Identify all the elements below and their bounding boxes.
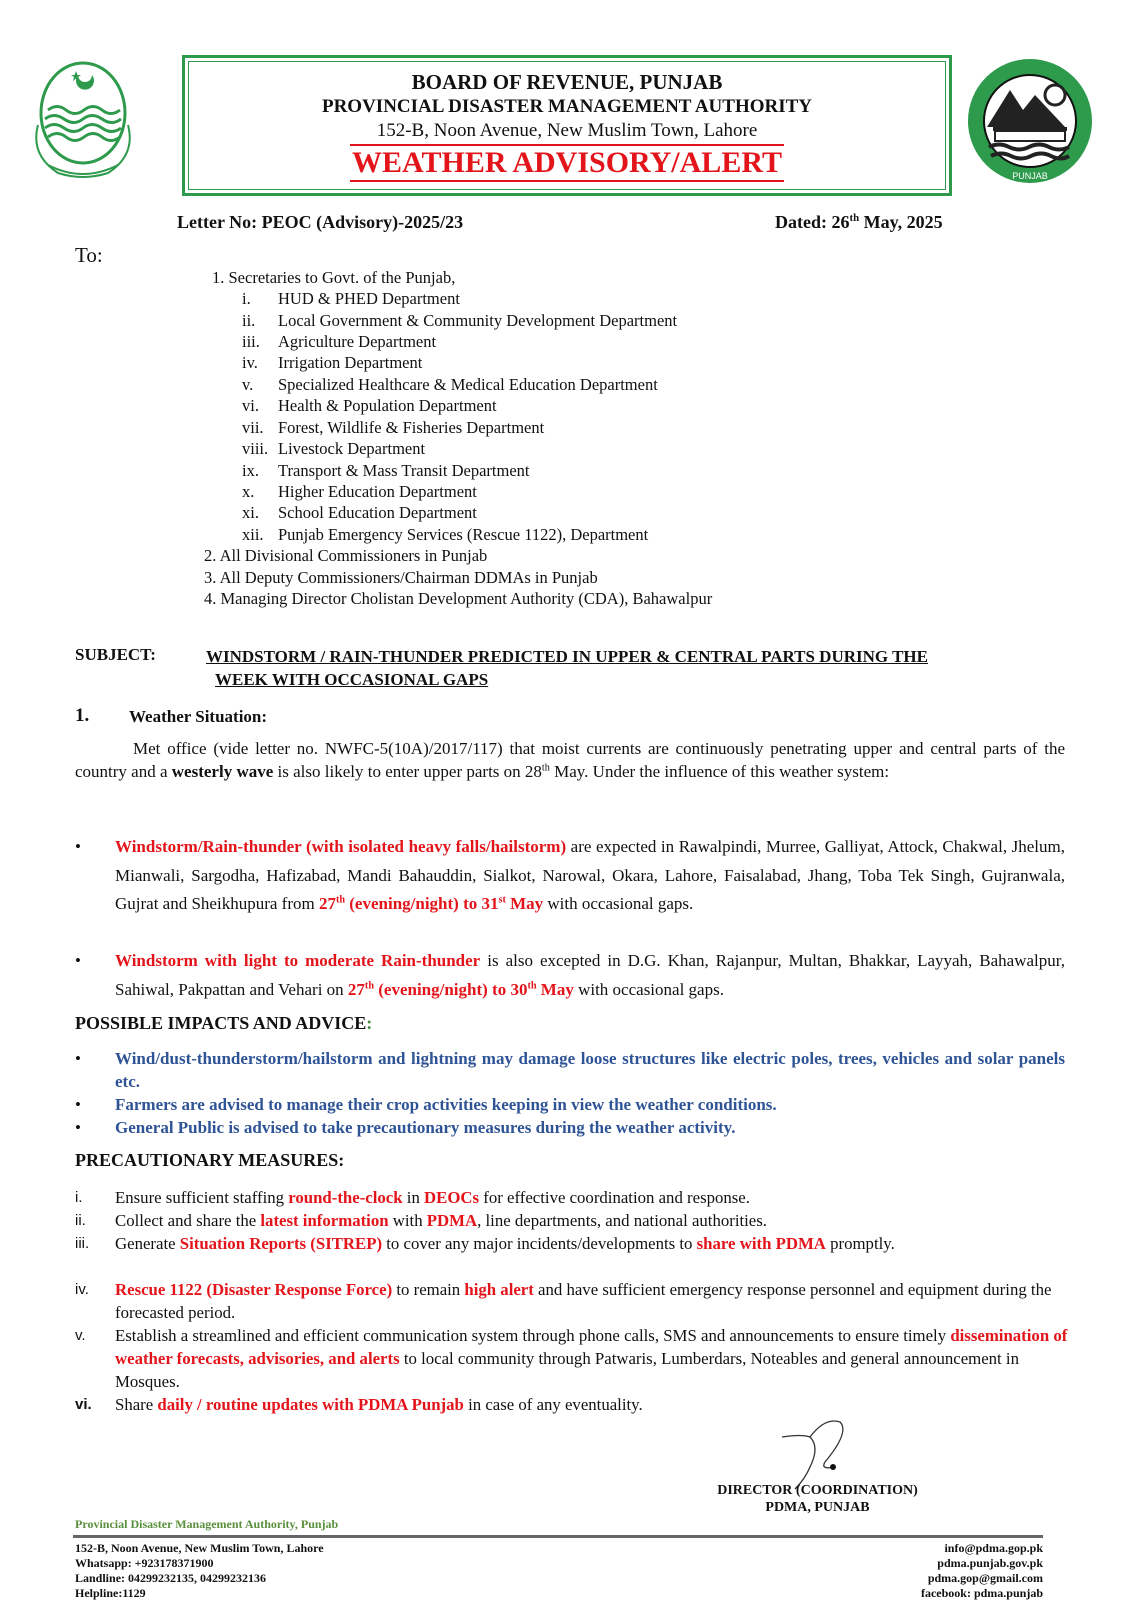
precaution-item: vi. Share daily / routine updates with PDMA Punjab in case of any eventuality. (75, 1395, 643, 1414)
org-line-2: PROVINCIAL DISASTER MANAGEMENT AUTHORITY (321, 96, 813, 117)
department-item: xi. School Education Department (242, 503, 477, 522)
footer-email-link[interactable]: info@pdma.gop.pk (944, 1541, 1043, 1555)
body-text: to local community through Patwaris, Lumberdars, Noteables and general announcement in Mosques. (115, 1349, 1019, 1391)
highlighted-text: latest information (260, 1211, 389, 1230)
department-item: vii. Forest, Wildlife & Fisheries Department (242, 418, 545, 437)
signature-icon (780, 1415, 870, 1490)
weather-situation-paragraph: Met office (vide letter no. NWFC-5(10A)/2017/117) that moist currents are continuously penetrating upper and central parts of the country and a westerly wave is also likely to enter upper parts on 28th May. Under the influence of this weather system: (75, 739, 1065, 781)
section-number: 1. (75, 705, 90, 726)
bullet-icon: • (75, 1095, 81, 1114)
impact-bullet: • General Public is advised to take precautionary measures during the weather activity. (75, 1118, 736, 1137)
body-text: to cover any major incidents/developments to (382, 1234, 697, 1253)
department-item: iv. Irrigation Department (242, 353, 423, 372)
department-item: xii. Punjab Emergency Services (Rescue 1122), Department (242, 525, 649, 544)
department-item: v. Specialized Healthcare & Medical Education Department (242, 375, 658, 394)
letter-date: Dated: 26th May, 2025 (775, 212, 943, 232)
section-title: Weather Situation: (129, 707, 268, 726)
footer-contact-left (75, 1541, 324, 1601)
department-item: ix. Transport & Mass Transit Department (242, 461, 530, 480)
letter-number: Letter No: PEOC (Advisory)-2025/23 (177, 212, 464, 232)
impact-bullet: • Farmers are advised to manage their crop activities keeping in view the weather conditions. (75, 1095, 777, 1114)
body-text: Establish a streamlined and efficient communication system through phone calls, SMS and announcements to ensure timely (115, 1326, 951, 1345)
precaution-item: v. Establish a streamlined and efficient communication system through phone calls, SMS and announcements to ensure timely dissemination of weather forecasts, advisories, and alerts to local community through Patwaris, Lumberdars, Noteables and general announcement in Mosques. (75, 1326, 1068, 1391)
recipient-item: 4. Managing Director Cholistan Development Authority (CDA), Bahawalpur (204, 589, 713, 608)
department-item: x. Higher Education Department (242, 482, 477, 501)
org-line-1: BOARD OF REVENUE, PUNJAB (411, 70, 723, 94)
footer-divider (73, 1535, 1043, 1538)
recipient-item: 1. Secretaries to Govt. of the Punjab, (212, 268, 456, 287)
highlighted-text: PDMA (426, 1211, 478, 1230)
footer-whatsapp: Whatsapp: +923178371900 (75, 1556, 214, 1570)
department-item: iii. Agriculture Department (242, 332, 437, 351)
precaution-item: iii. Generate Situation Reports (SITREP) to cover any major incidents/developments to share with PDMA promptly. (75, 1234, 895, 1253)
highlighted-text: DEOCs (424, 1188, 480, 1207)
body-text: promptly. (825, 1234, 895, 1253)
highlighted-text: Situation Reports (SITREP) (179, 1234, 383, 1253)
footer-website-link[interactable]: pdma.punjab.gov.pk (937, 1556, 1043, 1570)
signatory-title: DIRECTOR (COORDINATION) PDMA, PUNJAB (717, 1483, 918, 1515)
footer-organization: Provincial Disaster Management Authority, Punjab (75, 1517, 339, 1531)
footer-gmail-link[interactable]: pdma.gop@gmail.com (927, 1571, 1043, 1585)
recipient-item: 2. All Divisional Commissioners in Punjab (204, 546, 488, 565)
department-item: ii. Local Government & Community Development Department (242, 311, 678, 330)
body-text: with (388, 1211, 427, 1230)
highlighted-text: share with PDMA (696, 1234, 826, 1253)
precaution-item: i. Ensure sufficient staffing round-the-clock in DEOCs for effective coordination and response. (75, 1188, 750, 1207)
body-text: for effective coordination and response. (479, 1188, 750, 1207)
precautions-heading: PRECAUTIONARY MEASURES: (75, 1150, 345, 1170)
department-item: vi. Health & Population Department (242, 396, 497, 415)
punjab-government-emblem-icon (18, 55, 148, 185)
bullet-icon: • (75, 1118, 81, 1137)
letterhead-box (182, 55, 952, 196)
org-address: 152-B, Noon Avenue, New Muslim Town, Lahore (376, 120, 758, 141)
body-text: in (402, 1188, 425, 1207)
subject-text: WINDSTORM / RAIN-THUNDER PREDICTED IN UPPER & CENTRAL PARTS DURING THE WEEK WITH OCCASIONAL GAPS (206, 647, 928, 689)
body-text: , line departments, and national authorities. (477, 1211, 767, 1230)
department-item: i. HUD & PHED Department (242, 289, 460, 308)
document-title: WEATHER ADVISORY/ALERT (185, 144, 949, 182)
body-text: in case of any eventuality. (463, 1395, 643, 1414)
body-text: Collect and share the (115, 1211, 261, 1230)
footer-contact-right (830, 1541, 1043, 1601)
footer-facebook-link[interactable]: facebook: pdma.punjab (920, 1586, 1043, 1600)
subject-label: SUBJECT: (75, 645, 156, 664)
body-text: Generate (115, 1234, 180, 1253)
highlighted-text: round-the-clock (288, 1188, 403, 1207)
department-item: viii. Livestock Department (242, 439, 426, 458)
bullet-icon: • (75, 1049, 81, 1068)
body-text: to remain (392, 1280, 465, 1299)
highlighted-text: dissemination of weather forecasts, advisories, and alerts (115, 1326, 1068, 1368)
footer-address: 152-B, Noon Avenue, New Muslim Town, Lahore (75, 1541, 324, 1555)
body-text: Share (115, 1395, 158, 1414)
highlighted-text: high alert (464, 1280, 534, 1299)
precaution-item: iv. Rescue 1122 (Disaster Response Force) to remain high alert and have sufficient emergency response personnel and equipment during the forecasted period. (75, 1280, 1052, 1322)
forecast-bullet: • Windstorm with light to moderate Rain-thunder is also excepted in D.G. Khan, Rajanpur, Multan, Bhakkar, Layyah, Bahawalpur, Sahiwal, Pakpattan and Vehari on 27th (evening/night) to 30th May with occasional gaps. (75, 947, 1065, 1004)
to-label: To: (75, 243, 103, 267)
footer-helpline: Helpline:1129 (75, 1586, 146, 1600)
svg-text:PUNJAB: PUNJAB (1012, 171, 1048, 181)
bullet-icon: • (75, 951, 81, 970)
impact-bullet: • Wind/dust-thunderstorm/hailstorm and lightning may damage loose structures like electric poles, trees, vehicles and solar panels etc. (75, 1049, 1065, 1091)
footer-landline: Landline: 04299232135, 04299232136 (75, 1571, 267, 1585)
body-text: and have sufficient emergency response personnel and equipment during the forecasted period. (115, 1280, 1052, 1322)
highlighted-text: daily / routine updates with PDMA Punjab (157, 1395, 464, 1414)
pdma-seal-icon (965, 55, 1095, 187)
highlighted-text: Rescue 1122 (Disaster Response Force) (115, 1280, 393, 1299)
body-text: Ensure sufficient staffing (115, 1188, 289, 1207)
precaution-item: ii. Collect and share the latest information with PDMA, line departments, and national authorities. (75, 1211, 767, 1230)
recipient-item: 3. All Deputy Commissioners/Chairman DDMAs in Punjab (204, 568, 598, 587)
bullet-icon: • (75, 837, 81, 856)
forecast-bullet: • Windstorm/Rain-thunder (with isolated heavy falls/hailstorm) are expected in Rawalpindi, Murree, Galliyat, Attock, Chakwal, Jhelum, Mianwali, Sargodha, Hafizabad, Mandi Bahauddin, Sialkot, Narowal, Okara, Lahore, Faisalabad, Jhang, Toba Tek Singh, Gujranwala, Gujrat and Sheikhupura from 27th (evening/night) to 31st May with occasional gaps. (75, 833, 1065, 919)
impacts-heading: POSSIBLE IMPACTS AND ADVICE: (75, 1013, 373, 1033)
